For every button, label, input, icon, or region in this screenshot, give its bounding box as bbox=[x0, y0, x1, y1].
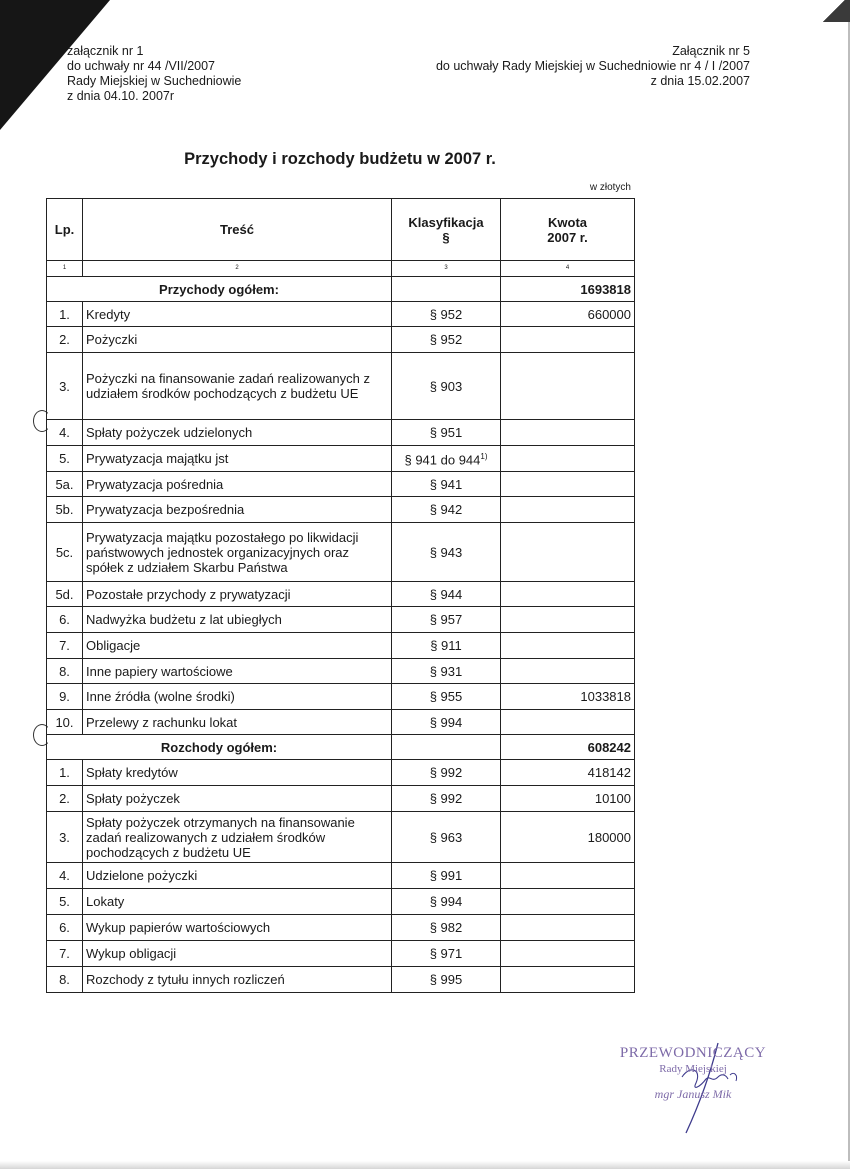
row-description: Pożyczki na finansowanie zadań realizowanych z udziałem środków pochodzących z budżetu UE bbox=[83, 353, 392, 420]
row-description: Pożyczki bbox=[83, 327, 392, 353]
row-number: 1. bbox=[47, 302, 83, 327]
classification-code: § 941 do 944 bbox=[404, 452, 481, 468]
row-classification bbox=[392, 327, 501, 353]
table-row bbox=[47, 967, 635, 993]
classification-code: § 951 bbox=[429, 425, 463, 440]
stamp-name: mgr Janusz Mik bbox=[654, 1087, 732, 1101]
classification-code: § 991 bbox=[429, 868, 463, 883]
table-row bbox=[47, 582, 635, 607]
row-description: Spłaty pożyczek otrzymanych na finansowanie zadań realizowanych z udziałem środków pochodzących z budżetu UE bbox=[83, 812, 392, 863]
column-index: 4 bbox=[501, 261, 635, 277]
header-left-line: załącznik nr 1 bbox=[67, 44, 144, 58]
row-number: 4. bbox=[47, 863, 83, 889]
row-description: Kredyty bbox=[83, 302, 392, 327]
row-amount bbox=[501, 497, 635, 523]
row-amount: 180000 bbox=[501, 812, 635, 863]
classification-code: § 957 bbox=[429, 612, 463, 627]
row-description: Pozostałe przychody z prywatyzacji bbox=[83, 582, 392, 607]
row-number: 3. bbox=[47, 353, 83, 420]
row-description: Rozchody z tytułu innych rozliczeń bbox=[83, 967, 392, 993]
row-classification bbox=[392, 786, 501, 812]
row-classification bbox=[392, 760, 501, 786]
header-classification-line1: Klasyfikacja bbox=[408, 214, 484, 230]
row-description: Prywatyzacja majątku jst bbox=[83, 446, 392, 472]
column-index: 3 bbox=[392, 261, 501, 277]
row-classification bbox=[392, 863, 501, 889]
row-description: Prywatyzacja pośrednia bbox=[83, 472, 392, 497]
table-body bbox=[47, 277, 635, 993]
classification-code: § 944 bbox=[429, 586, 463, 602]
table-row bbox=[47, 889, 635, 915]
row-number: 5. bbox=[47, 889, 83, 915]
table-row bbox=[47, 812, 635, 863]
table-row bbox=[47, 710, 635, 735]
classification-code: § 995 bbox=[429, 972, 463, 987]
header-amount bbox=[501, 199, 635, 261]
row-amount: 1033818 bbox=[501, 684, 635, 710]
row-number: 6. bbox=[47, 607, 83, 633]
row-amount: 660000 bbox=[501, 302, 635, 327]
table-row bbox=[47, 863, 635, 889]
table-row bbox=[47, 353, 635, 420]
row-description: Inne źródła (wolne środki) bbox=[83, 684, 392, 710]
row-amount bbox=[501, 523, 635, 582]
classification-code: § 903 bbox=[429, 378, 463, 394]
header-content: Treść bbox=[83, 199, 392, 261]
row-number: 5d. bbox=[47, 582, 83, 607]
row-amount bbox=[501, 967, 635, 993]
row-amount bbox=[501, 941, 635, 967]
row-description: Inne papiery wartościowe bbox=[83, 659, 392, 684]
row-classification bbox=[392, 523, 501, 582]
row-classification bbox=[392, 472, 501, 497]
row-amount bbox=[501, 446, 635, 472]
classification-code: § 994 bbox=[429, 894, 463, 909]
table-row bbox=[47, 302, 635, 327]
row-classification bbox=[392, 497, 501, 523]
table-row bbox=[47, 446, 635, 472]
row-description: Spłaty pożyczek bbox=[83, 786, 392, 812]
header-classification-line2: § bbox=[442, 229, 450, 245]
header-right-line: z dnia 15.02.2007 bbox=[650, 74, 750, 88]
row-classification bbox=[392, 582, 501, 607]
header-amount-line1: Kwota bbox=[548, 214, 587, 230]
table-row bbox=[47, 786, 635, 812]
chairman-stamp bbox=[618, 1045, 768, 1102]
classification-code: § 963 bbox=[429, 829, 463, 845]
expenses-section-row bbox=[47, 735, 635, 760]
table-row bbox=[47, 472, 635, 497]
row-amount: 418142 bbox=[501, 760, 635, 786]
header-right-line: Załącznik nr 5 bbox=[672, 44, 750, 58]
row-description: Wykup papierów wartościowych bbox=[83, 915, 392, 941]
row-classification bbox=[392, 889, 501, 915]
row-description: Obligacje bbox=[83, 633, 392, 659]
row-description: Udzielone pożyczki bbox=[83, 863, 392, 889]
row-amount bbox=[501, 420, 635, 446]
income-total-label: Przychody ogółem: bbox=[47, 277, 392, 302]
row-amount bbox=[501, 607, 635, 633]
table-row bbox=[47, 420, 635, 446]
table-row bbox=[47, 497, 635, 523]
row-classification bbox=[392, 633, 501, 659]
classification-code: § 994 bbox=[429, 714, 463, 730]
row-description: Prywatyzacja bezpośrednia bbox=[83, 497, 392, 523]
row-amount bbox=[501, 353, 635, 420]
header-right bbox=[436, 44, 750, 89]
row-classification bbox=[392, 684, 501, 710]
classification-code: § 971 bbox=[429, 946, 463, 961]
row-number: 2. bbox=[47, 786, 83, 812]
classification-code: § 952 bbox=[429, 332, 463, 347]
classification-code: § 952 bbox=[429, 306, 463, 322]
table-row bbox=[47, 327, 635, 353]
row-classification bbox=[392, 420, 501, 446]
table-row bbox=[47, 915, 635, 941]
row-number: 2. bbox=[47, 327, 83, 353]
row-amount bbox=[501, 582, 635, 607]
header-lp: Lp. bbox=[47, 199, 83, 261]
row-description: Nadwyżka budżetu z lat ubiegłych bbox=[83, 607, 392, 633]
row-amount bbox=[501, 633, 635, 659]
row-classification bbox=[392, 446, 501, 472]
classification-code: § 943 bbox=[429, 544, 463, 560]
table-row bbox=[47, 659, 635, 684]
table-row bbox=[47, 941, 635, 967]
header-amount-line2: 2007 r. bbox=[547, 229, 588, 245]
document-title: Przychody i rozchody budżetu w 2007 r. bbox=[184, 150, 496, 168]
unit-note: w złotych bbox=[589, 182, 631, 193]
row-amount bbox=[501, 710, 635, 735]
row-number: 5c. bbox=[47, 523, 83, 582]
column-index-row bbox=[47, 261, 635, 277]
row-classification bbox=[392, 659, 501, 684]
row-classification bbox=[392, 710, 501, 735]
row-description: Prywatyzacja majątku pozostałego po likwidacji państwowych jednostek organizacyjnych oraz spółek z udziałem Skarbu Państwa bbox=[83, 523, 392, 582]
table-header-row bbox=[47, 199, 635, 261]
classification-code: § 931 bbox=[429, 663, 463, 679]
scan-bottom-edge bbox=[0, 1161, 850, 1169]
row-number: 5. bbox=[47, 446, 83, 472]
row-classification bbox=[392, 302, 501, 327]
income-total-amount: 1693818 bbox=[501, 277, 635, 302]
row-number: 8. bbox=[47, 967, 83, 993]
column-index: 2 bbox=[83, 261, 392, 277]
income-section-row bbox=[47, 277, 635, 302]
row-amount bbox=[501, 889, 635, 915]
classification-code: § 992 bbox=[429, 765, 463, 780]
row-number: 1. bbox=[47, 760, 83, 786]
row-classification bbox=[392, 967, 501, 993]
table-row bbox=[47, 684, 635, 710]
row-number: 5b. bbox=[47, 497, 83, 523]
table-row bbox=[47, 633, 635, 659]
row-classification bbox=[392, 353, 501, 420]
table-row bbox=[47, 760, 635, 786]
row-amount bbox=[501, 659, 635, 684]
row-amount bbox=[501, 472, 635, 497]
header-right-line: do uchwały Rady Miejskiej w Suchedniowie nr 4 / I /2007 bbox=[435, 59, 750, 73]
row-classification bbox=[392, 941, 501, 967]
header-classification bbox=[392, 199, 501, 261]
budget-table bbox=[46, 198, 635, 993]
row-number: 6. bbox=[47, 915, 83, 941]
header-left bbox=[67, 44, 241, 104]
row-classification bbox=[392, 915, 501, 941]
table-row bbox=[47, 523, 635, 582]
classification-code: § 911 bbox=[430, 638, 462, 653]
row-amount bbox=[501, 863, 635, 889]
row-number: 7. bbox=[47, 633, 83, 659]
classification-code: § 992 bbox=[429, 791, 463, 806]
classification-code: § 942 bbox=[429, 502, 463, 517]
row-classification bbox=[392, 607, 501, 633]
row-number: 5a. bbox=[47, 472, 83, 497]
footnote-marker: 1) bbox=[480, 452, 488, 462]
scan-corner-fold bbox=[822, 0, 850, 22]
column-index: 1 bbox=[47, 261, 83, 277]
stamp-subtitle: Rady Miejskiej bbox=[659, 1063, 727, 1075]
row-description: Wykup obligacji bbox=[83, 941, 392, 967]
row-number: 10. bbox=[47, 710, 83, 735]
row-amount bbox=[501, 915, 635, 941]
row-number: 7. bbox=[47, 941, 83, 967]
row-number: 3. bbox=[47, 812, 83, 863]
row-classification bbox=[392, 812, 501, 863]
row-description: Spłaty pożyczek udzielonych bbox=[83, 420, 392, 446]
section-classification bbox=[392, 277, 501, 302]
row-number: 4. bbox=[47, 420, 83, 446]
row-description: Lokaty bbox=[83, 889, 392, 915]
row-amount: 10100 bbox=[501, 786, 635, 812]
row-number: 8. bbox=[47, 659, 83, 684]
stamp-title: PRZEWODNICZĄCY bbox=[619, 1045, 767, 1061]
table-row bbox=[47, 607, 635, 633]
section-classification bbox=[392, 735, 501, 760]
classification-code: § 941 bbox=[429, 476, 463, 492]
row-number: 9. bbox=[47, 684, 83, 710]
header-left-line: do uchwały nr 44 /VII/2007 bbox=[67, 59, 216, 73]
expenses-total-amount: 608242 bbox=[501, 735, 635, 760]
row-description: Przelewy z rachunku lokat bbox=[83, 710, 392, 735]
expenses-total-label: Rozchody ogółem: bbox=[47, 735, 392, 760]
row-description: Spłaty kredytów bbox=[83, 760, 392, 786]
classification-code: § 955 bbox=[429, 689, 463, 704]
header-left-line: z dnia 04.10. 2007r bbox=[67, 89, 175, 103]
classification-code: § 982 bbox=[429, 920, 463, 935]
header-left-line: Rady Miejskiej w Suchedniowie bbox=[67, 74, 242, 88]
row-amount bbox=[501, 327, 635, 353]
